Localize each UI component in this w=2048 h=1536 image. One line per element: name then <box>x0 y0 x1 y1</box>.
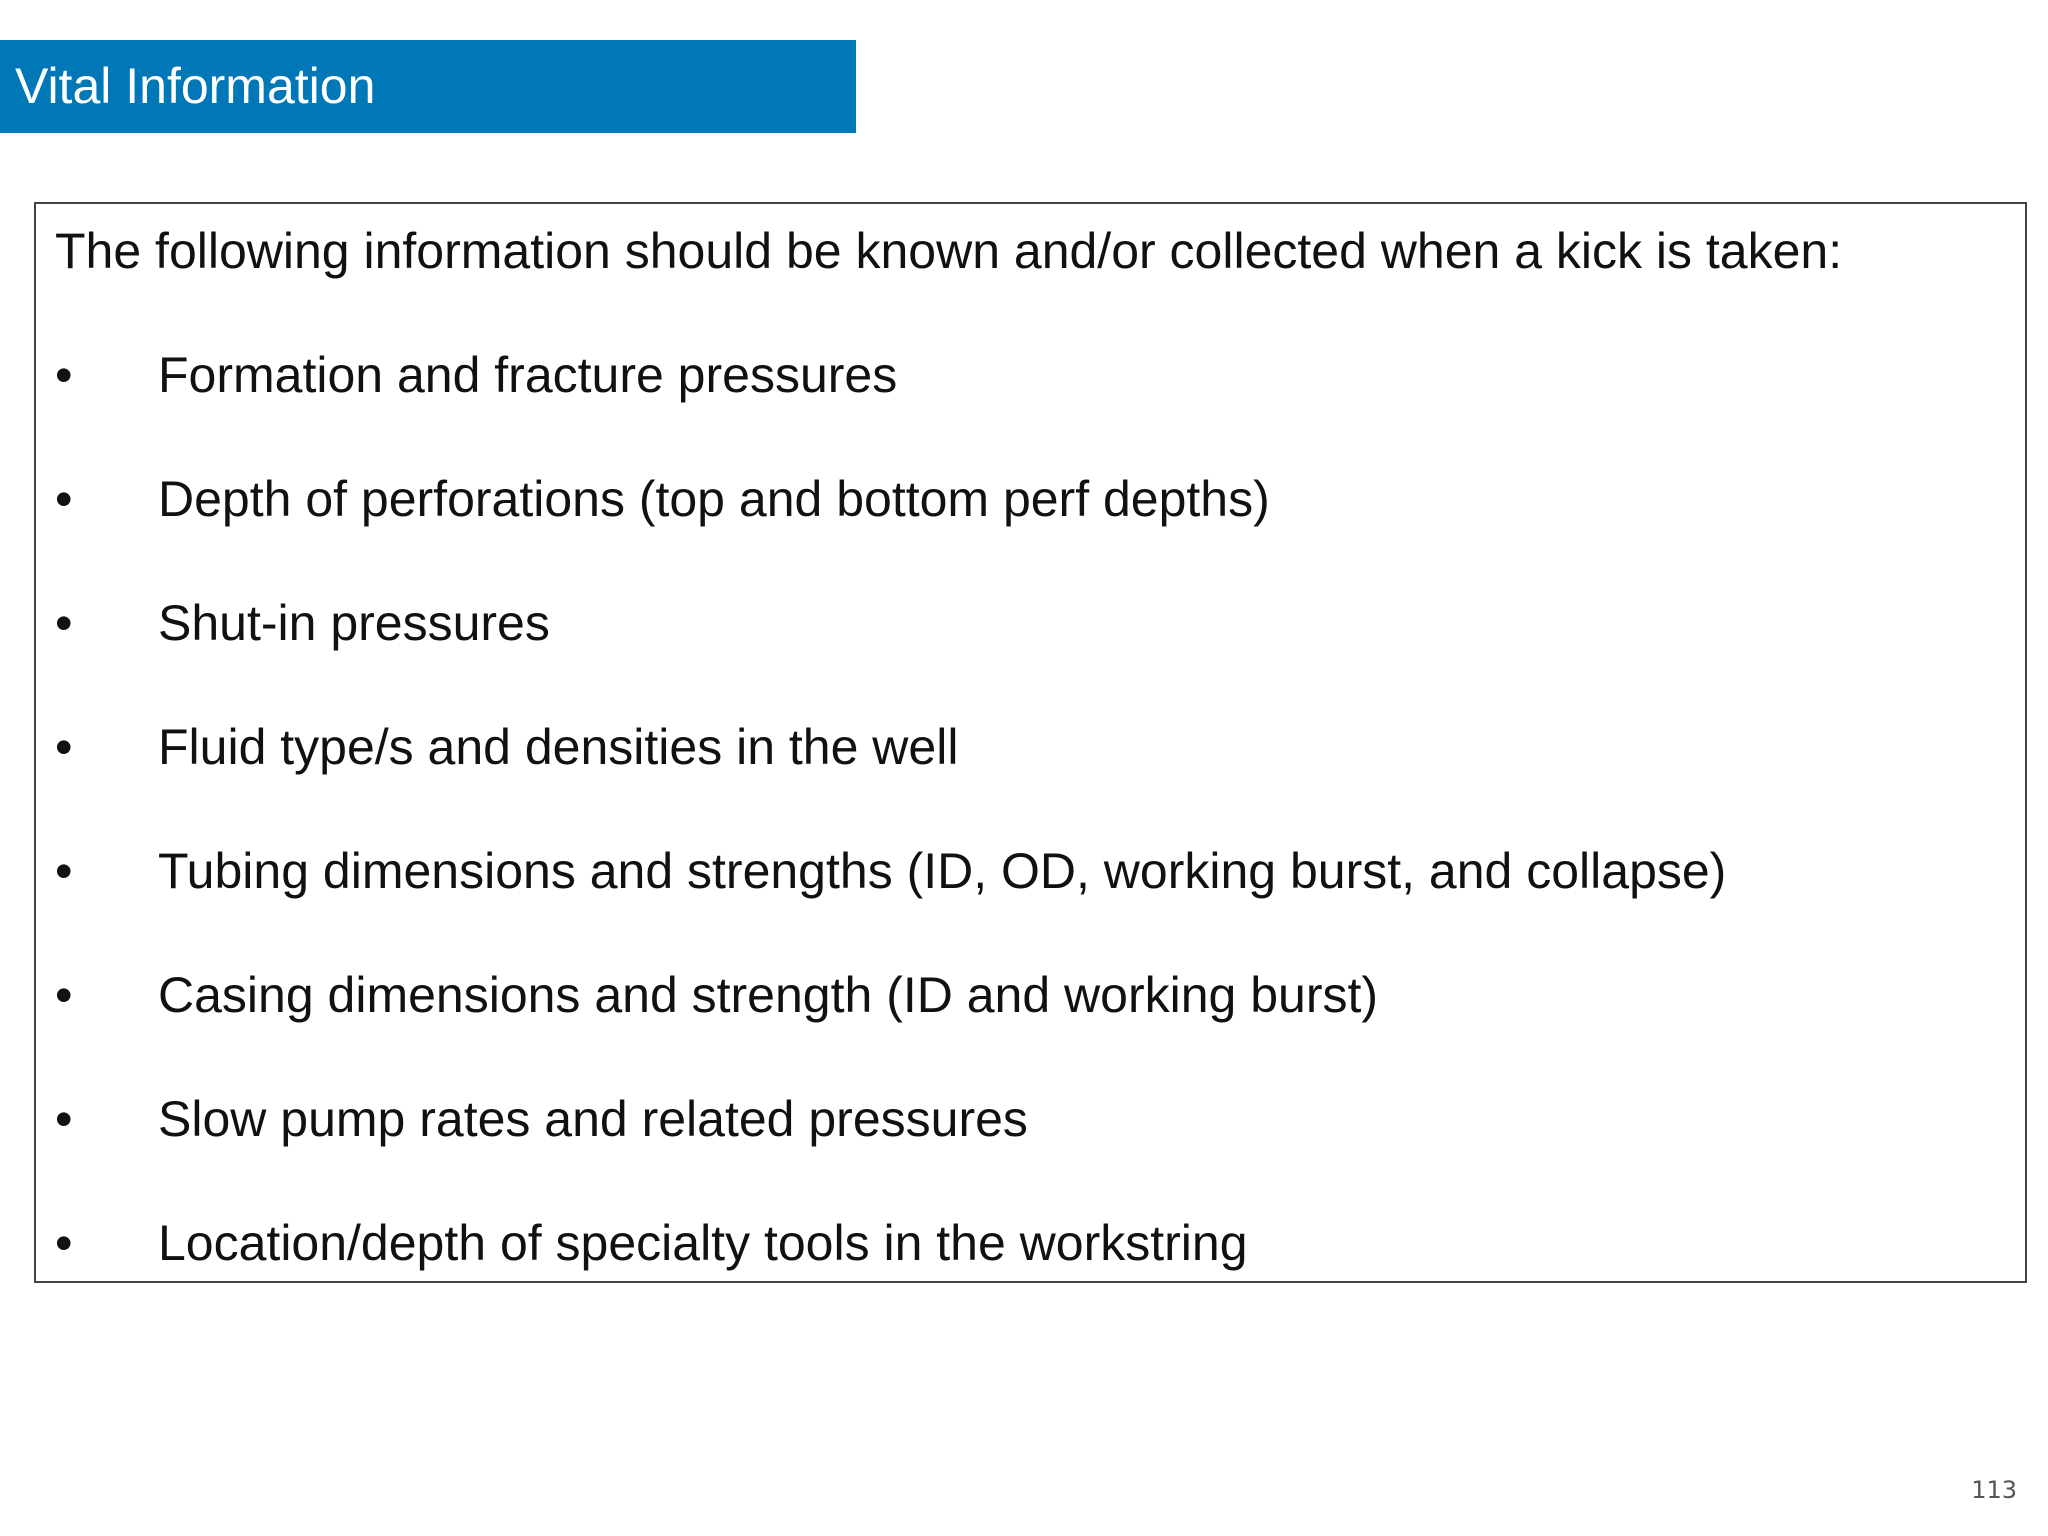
bullet-icon: • <box>55 843 73 899</box>
bullet-icon: • <box>55 471 73 527</box>
bullet-icon: • <box>55 1215 73 1271</box>
bullet-icon: • <box>55 347 73 403</box>
list-item-text: Shut-in pressures <box>158 595 550 651</box>
page-number: 113 <box>1971 1476 2017 1504</box>
list-item-text: Casing dimensions and strength (ID and working burst) <box>158 967 1379 1023</box>
intro-text: The following information should be known and/or collected when a kick is taken: <box>55 223 1843 279</box>
bullet-icon: • <box>55 719 73 775</box>
list-item-text: Fluid type/s and densities in the well <box>158 719 959 775</box>
content-box <box>34 202 2027 1283</box>
list-item-text: Location/depth of specialty tools in the workstring <box>158 1215 1248 1271</box>
title-banner <box>0 40 856 133</box>
list-item-text: Slow pump rates and related pressures <box>158 1091 1028 1147</box>
bullet-icon: • <box>55 1091 73 1147</box>
slide-title: Vital Information <box>15 58 376 114</box>
list-item-text: Formation and fracture pressures <box>158 347 898 403</box>
list-item-text: Tubing dimensions and strengths (ID, OD, working burst, and collapse) <box>158 843 1727 899</box>
bullet-icon: • <box>55 595 73 651</box>
list-item-text: Depth of perforations (top and bottom perf depths) <box>158 471 1270 527</box>
bullet-icon: • <box>55 967 73 1023</box>
